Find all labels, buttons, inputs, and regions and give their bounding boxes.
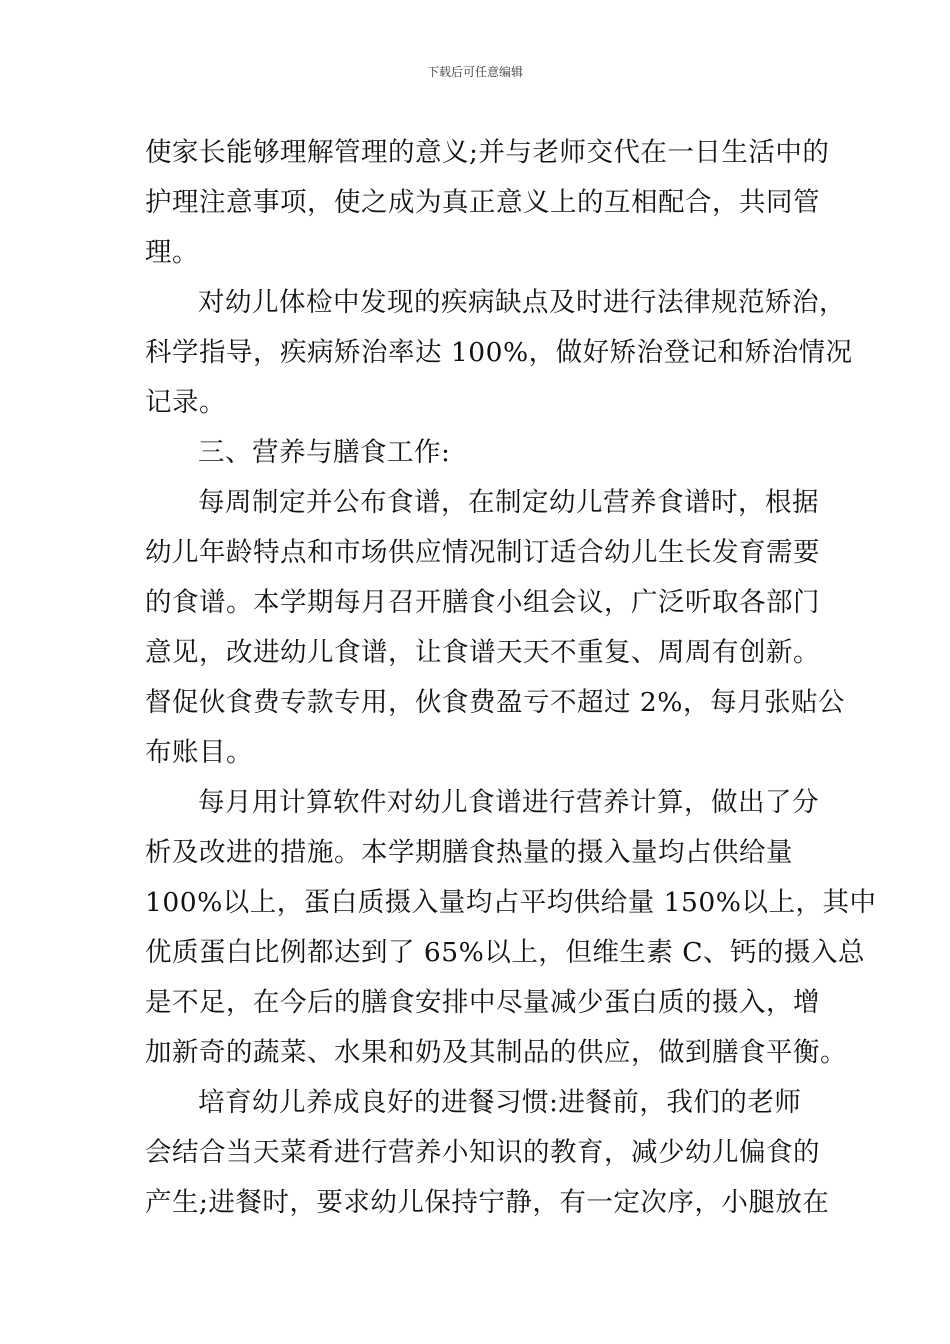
- text-line: 的食谱。本学期每月召开膳食小组会议，广泛听取各部门: [145, 587, 820, 618]
- text-line: 护理注意事项，使之成为真正意义上的互相配合，共同管: [145, 187, 820, 218]
- text-line: 科学指导，疾病矫治率达 100%，做好矫治登记和矫治情况: [145, 337, 853, 368]
- text-line: 是不足，在今后的膳食安排中尽量减少蛋白质的摄入，增: [145, 987, 820, 1018]
- text-line: 每月用计算软件对幼儿食谱进行营养计算，做出了分: [198, 787, 819, 818]
- text-line: 产生;进餐时，要求幼儿保持宁静，有一定次序，小腿放在: [145, 1187, 830, 1218]
- text-line: 布账目。: [145, 737, 253, 768]
- text-line: 每周制定并公布食谱，在制定幼儿营养食谱时，根据: [198, 487, 819, 518]
- text-line: 意见，改进幼儿食谱，让食谱天天不重复、周周有创新。: [145, 637, 820, 668]
- paragraph-5: [145, 1078, 830, 1228]
- heading-text: 三、营养与膳食工作:: [198, 437, 451, 468]
- paragraph-3: [145, 478, 845, 778]
- text-line: 100%以上，蛋白质摄入量均占平均供给量 150%以上，其中: [145, 887, 877, 918]
- text-line: 幼儿年龄特点和市场供应情况制订适合幼儿生长发育需要: [145, 537, 820, 568]
- text-line: 使家长能够理解管理的意义;并与老师交代在一日生活中的: [145, 137, 830, 168]
- section-heading: [145, 428, 815, 478]
- text-line: 督促伙食费专款专用，伙食费盈亏不超过 2%，每月张贴公: [145, 687, 845, 718]
- paragraph-1: [145, 128, 830, 278]
- text-line: 对幼儿体检中发现的疾病缺点及时进行法律规范矫治，: [198, 287, 846, 318]
- text-line: 培育幼儿养成良好的进餐习惯:进餐前，我们的老师: [198, 1087, 802, 1118]
- text-line: 理。: [145, 237, 199, 268]
- text-line: 加新奇的蔬菜、水果和奶及其制品的供应，做到膳食平衡。: [145, 1037, 847, 1068]
- paragraph-4: [145, 778, 877, 1078]
- page-header: 下载后可任意编辑: [426, 65, 523, 79]
- paragraph-2: [145, 278, 853, 428]
- text-line: 记录。: [145, 387, 226, 418]
- text-line: 会结合当天菜肴进行营养小知识的教育，减少幼儿偏食的: [145, 1137, 820, 1168]
- text-line: 析及改进的措施。本学期膳食热量的摄入量均占供给量: [145, 837, 793, 868]
- document-body: [145, 128, 877, 1228]
- text-line: 优质蛋白比例都达到了 65%以上，但维生素 C、钙的摄入总: [145, 937, 866, 968]
